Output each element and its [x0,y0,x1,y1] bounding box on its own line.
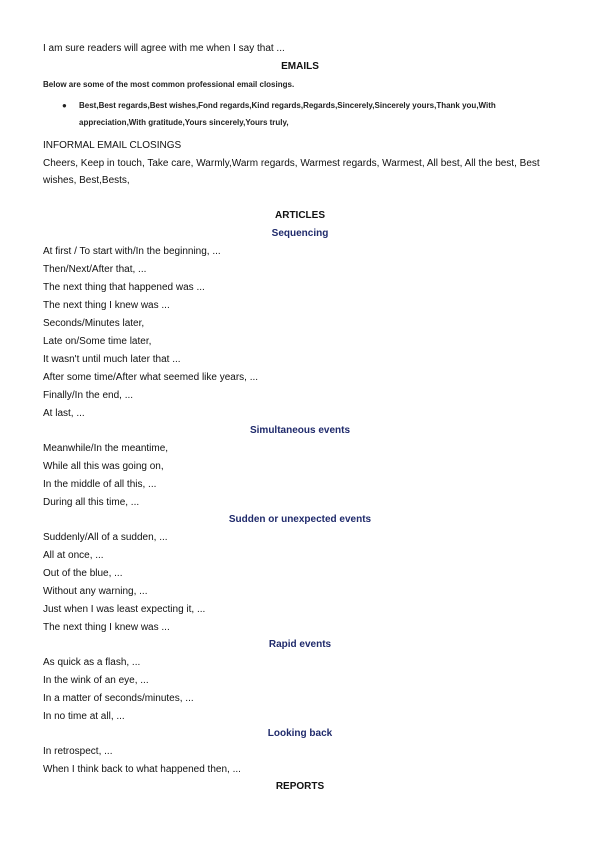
intro-line: I am sure readers will agree with me when I say that ... [43,43,285,54]
phrase-line: Finally/In the end, ... [43,390,134,401]
professional-closings-bullet [62,97,562,131]
bullet-icon: ● [62,101,67,110]
informal-closings-list: Cheers, Keep in touch, Take care, Warmly,Warm regards, Warmest regards, Warmest, All best, All the best, Best wishes, Best,Bests, [43,158,540,186]
phrase-line: In no time at all, ... [43,711,125,722]
professional-closings-list: Best,Best regards,Best wishes,Fond regards,Kind regards,Regards,Sincerely,Sincerely yours,Thank you,With appreciation,With gratitude,Yours sincerely,Yours truly, [79,101,496,127]
reports-title: REPORTS [275,781,325,792]
section-heading: Simultaneous events [249,425,351,436]
phrase-line: The next thing I knew was ... [43,300,170,311]
phrase-line: Out of the blue, ... [43,568,123,579]
phrase-line: While all this was going on, [43,461,164,472]
phrase-line: In a matter of seconds/minutes, ... [43,693,194,704]
phrase-line: Suddenly/All of a sudden, ... [43,532,168,543]
section-heading: Sudden or unexpected events [228,514,372,525]
phrase-line: Seconds/Minutes later, [43,318,145,329]
phrase-line: The next thing that happened was ... [43,282,205,293]
informal-closings-title: INFORMAL EMAIL CLOSINGS [43,140,182,151]
emails-note: Below are some of the most common professional email closings. [43,80,295,89]
phrase-line: Without any warning, ... [43,586,148,597]
phrase-line: Late on/Some time later, [43,336,152,347]
emails-title: EMAILS [281,61,319,72]
phrase-line: At last, ... [43,408,85,419]
section-heading: Rapid events [268,639,332,650]
section-heading: Sequencing [271,228,329,239]
phrase-line: At first / To start with/In the beginning, ... [43,246,221,257]
phrase-line: During all this time, ... [43,497,140,508]
phrase-line: Meanwhile/In the meantime, [43,443,169,454]
phrase-line: In the wink of an eye, ... [43,675,149,686]
phrase-line: Then/Next/After that, ... [43,264,147,275]
articles-title: ARTICLES [275,210,325,221]
section-heading: Looking back [267,728,333,739]
phrase-line: Just when I was least expecting it, ... [43,604,206,615]
phrase-line: After some time/After what seemed like years, ... [43,372,259,383]
phrase-line: In the middle of all this, ... [43,479,157,490]
phrase-line: When I think back to what happened then, ... [43,764,241,775]
phrase-line: In retrospect, ... [43,746,113,757]
phrase-line: All at once, ... [43,550,104,561]
phrase-line: The next thing I knew was ... [43,622,170,633]
phrase-line: It wasn't until much later that ... [43,354,181,365]
phrase-line: As quick as a flash, ... [43,657,141,668]
